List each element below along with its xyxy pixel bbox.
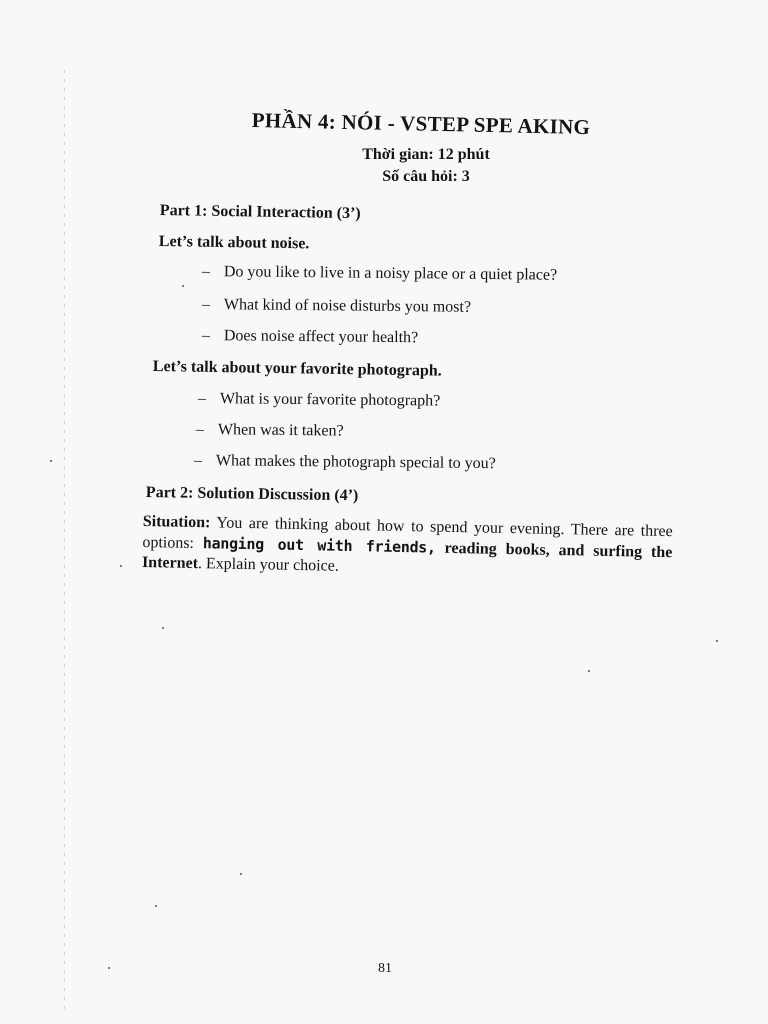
question-item: [198, 390, 441, 411]
question-text: What makes the photograph special to you?: [215, 452, 496, 473]
list-dash: –: [197, 390, 206, 408]
question-count: Số câu hỏi: 3: [382, 168, 470, 185]
topic-noise-heading: Let’s talk about noise.: [158, 233, 310, 253]
scan-speck: [155, 905, 157, 907]
time-limit: Thời gian: 12 phút: [362, 146, 490, 163]
list-dash: –: [195, 421, 204, 439]
part1-heading: Part 1: Social Interaction (3’): [159, 202, 361, 223]
question-item: [202, 296, 471, 317]
list-dash: –: [201, 263, 210, 281]
situation-paragraph: [142, 512, 673, 583]
question-text: Does noise affect your health?: [223, 327, 419, 347]
scan-speck: [716, 640, 718, 642]
question-text: What is your favorite photograph?: [219, 390, 441, 410]
question-text: When was it taken?: [217, 421, 344, 440]
question-item: [196, 421, 344, 441]
question-item: [202, 263, 557, 285]
scan-speck: [182, 285, 184, 287]
scan-speck: [120, 565, 122, 567]
situation-label: Situation:: [142, 512, 211, 532]
list-dash: –: [201, 296, 210, 314]
list-dash: –: [193, 452, 202, 470]
option-conjunction: and: [558, 541, 585, 560]
scan-speck: [162, 627, 164, 629]
situation-intro: You are thinking about how to spend your evening. There are three options:: [142, 514, 673, 553]
question-text: What kind of noise disturbs you most?: [223, 296, 472, 316]
scan-speck: [588, 670, 590, 672]
option-hanging-out: hanging out with friends,: [202, 534, 436, 557]
page-title: PHẦN 4: NÓI - VSTEP SPE AKING: [251, 108, 591, 140]
list-dash: –: [201, 327, 210, 345]
scan-speck: [240, 873, 242, 875]
scan-speck: [50, 460, 52, 462]
option-reading-books: reading books,: [444, 539, 550, 559]
option-surfing: surfing the Internet: [141, 542, 673, 573]
topic-photograph-heading: Let’s talk about your favorite photograph.: [152, 358, 442, 380]
situation-end: . Explain your choice.: [197, 555, 339, 575]
question-item: [194, 452, 496, 473]
page-number: 81: [378, 961, 392, 976]
question-text: Do you like to live in a noisy place or a quiet place?: [223, 263, 558, 284]
part2-heading: Part 2: Solution Discussion (4’): [145, 484, 359, 505]
scan-edge-noise: [64, 70, 65, 1010]
question-item: [202, 327, 418, 347]
scan-speck: [108, 967, 110, 969]
